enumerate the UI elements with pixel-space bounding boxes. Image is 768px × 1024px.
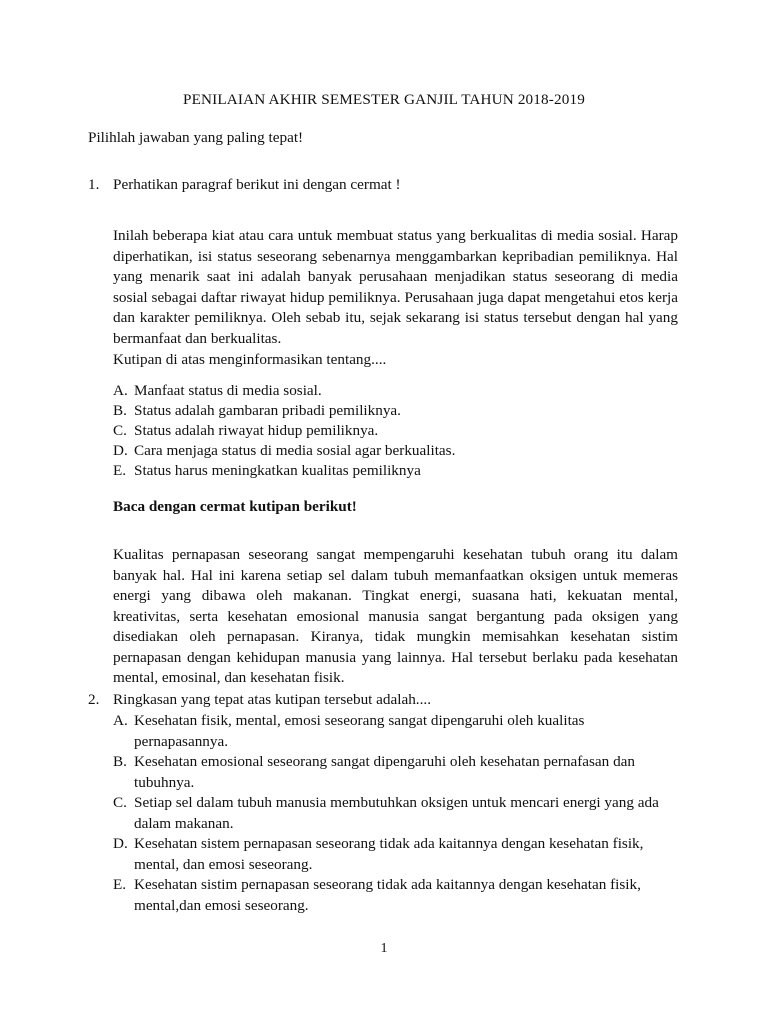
question-1-number: 1.: [88, 176, 100, 193]
option-letter: E.: [113, 462, 127, 479]
question-2-options: [113, 711, 673, 916]
option-item[interactable]: [113, 461, 678, 481]
reading-callout-heading: Baca dengan cermat kutipan berikut!: [113, 498, 357, 515]
option-text: Kesehatan sistem pernapasan seseorang tidak ada kaitannya dengan kesehatan fisik, mental, dan emosi seseorang.: [134, 835, 644, 873]
question-2-number: 2.: [88, 691, 100, 708]
question-1-passage: Inilah beberapa kiat atau cara untuk membuat status yang berkualitas di media sosial. Harap diperhatikan, isi status seseorang sebenarnya menggambarkan kepribadian pemiliknya. Hal yang menarik saat ini adalah banyak perusahaan menjadikan status seseorang di media sosial sebagai daftar riwayat hidup pemiliknya. Perusahaan juga dapat mengetahui etos kerja dan karakter pemiliknya. Oleh sebab itu, sejak sekarang isi status tersebut dengan hal yang bermanfaat dan berkualitas.: [113, 227, 678, 347]
question-1-stem: Perhatikan paragraf berikut ini dengan cermat !: [113, 176, 401, 193]
option-item[interactable]: [113, 711, 673, 752]
option-text: Kesehatan sistim pernapasan seseorang tidak ada kaitannya dengan kesehatan fisik, mental,dan emosi seseorang.: [134, 876, 641, 914]
option-item[interactable]: [113, 381, 678, 401]
page-title: PENILAIAN AKHIR SEMESTER GANJIL TAHUN 2018-2019: [183, 91, 585, 108]
option-item[interactable]: [113, 834, 673, 875]
question-2-stem: Ringkasan yang tepat atas kutipan tersebut adalah....: [113, 691, 431, 708]
question-2-row: [88, 690, 678, 710]
option-text: Status harus meningkatkan kualitas pemiliknya: [134, 462, 421, 479]
option-text: Status adalah gambaran pribadi pemiliknya.: [134, 402, 401, 419]
page-number-footer: 1: [380, 941, 388, 956]
option-letter: D.: [113, 835, 128, 852]
option-text: Cara menjaga status di media sosial agar berkualitas.: [134, 442, 456, 459]
option-item[interactable]: [113, 401, 678, 421]
question-1-options: [113, 381, 678, 481]
option-letter: A.: [113, 382, 128, 399]
option-item[interactable]: [113, 793, 673, 834]
option-item[interactable]: [113, 441, 678, 461]
option-text: Status adalah riwayat hidup pemiliknya.: [134, 422, 379, 439]
option-letter: B.: [113, 753, 127, 770]
option-letter: A.: [113, 712, 128, 729]
option-item[interactable]: [113, 421, 678, 441]
option-letter: E.: [113, 876, 127, 893]
question-2-passage: Kualitas pernapasan seseorang sangat mempengaruhi kesehatan tubuh orang itu dalam banyak hal. Hal ini karena setiap sel dalam tubuh memanfaatkan oksigen untuk memeras energi yang dibawa oleh makanan. Tingkat energi, suasana hati, kekuatan mental, kreativitas, serta kesehatan emosional manusia sangat bergantung pada oksigen yang disediakan oleh pernapasan. Kiranya, tidak mungkin memisahkan kesehatan sistim pernapasan dengan kehidupan manusia yang lainnya. Hal tersebut berlaku pada kesehatan mental, emosinal, dan kesehatan fisik.: [113, 546, 678, 686]
option-letter: B.: [113, 402, 127, 419]
option-letter: D.: [113, 442, 128, 459]
option-text: Setiap sel dalam tubuh manusia membutuhkan oksigen untuk mencari energi yang ada dalam makanan.: [134, 794, 659, 832]
option-item[interactable]: [113, 875, 673, 916]
option-letter: C.: [113, 422, 127, 439]
option-letter: C.: [113, 794, 127, 811]
question-1-substem: Kutipan di atas menginformasikan tentang....: [113, 351, 387, 368]
option-text: Kesehatan emosional seseorang sangat dipengaruhi oleh kesehatan pernafasan dan tubuhnya.: [134, 753, 635, 791]
option-item[interactable]: [113, 752, 673, 793]
option-text: Kesehatan fisik, mental, emosi seseorang sangat dipengaruhi oleh kualitas pernapasannya.: [134, 712, 585, 750]
question-1-row: [88, 175, 678, 195]
instruction-line: Pilihlah jawaban yang paling tepat!: [88, 129, 304, 146]
option-text: Manfaat status di media sosial.: [134, 382, 322, 399]
